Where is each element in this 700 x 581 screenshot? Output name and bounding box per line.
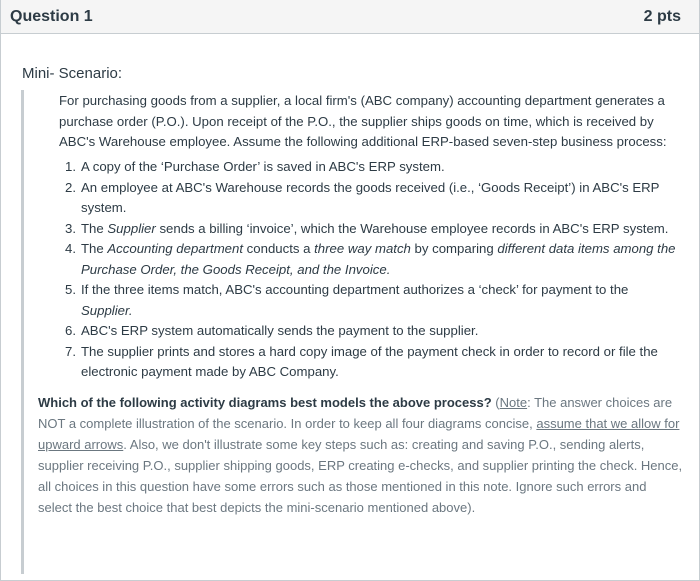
process-steps-list bbox=[59, 157, 679, 383]
step-text bbox=[81, 321, 679, 342]
list-item bbox=[59, 219, 679, 240]
step-text-part: sends a billing ‘invoice’, which the Warehouse employee records in ABC's ERP system. bbox=[155, 220, 669, 236]
scenario-label: Mini- Scenario: bbox=[22, 65, 123, 82]
step-number: 2. bbox=[65, 179, 76, 195]
question-body bbox=[1, 34, 699, 574]
list-item bbox=[59, 280, 679, 321]
step-text-part: The bbox=[81, 241, 108, 256]
list-item bbox=[59, 178, 679, 219]
step-text-part: The supplier prints and stores a hard copy image of the payment check in order to record or file the electronic payment made by ABC Company. bbox=[81, 343, 658, 379]
step-number: 3. bbox=[65, 220, 76, 236]
blockquote-bar bbox=[21, 90, 24, 574]
step-text-part: The bbox=[81, 220, 108, 236]
step-text-part: ABC's ERP system automatically sends the payment to the supplier. bbox=[81, 323, 479, 338]
note-underlined: assume that we allow for upward arrows bbox=[38, 416, 680, 452]
question-prompt bbox=[38, 392, 683, 518]
step-number: 1. bbox=[65, 159, 76, 174]
step-text-part: conducts a bbox=[243, 241, 315, 256]
step-text-part: If the three items match, ABC's accounting department authorizes a ‘check’ for payment to the bbox=[81, 282, 629, 297]
step-text-emphasis: different data items among the Purchase Order, the Goods Receipt, and the Invoice. bbox=[81, 241, 676, 277]
step-text bbox=[81, 280, 679, 321]
step-text bbox=[81, 239, 679, 280]
step-text-part: A copy of the ‘Purchase Order’ is saved in ABC's ERP system. bbox=[81, 159, 445, 174]
step-text-part: by comparing bbox=[410, 241, 498, 256]
step-text-emphasis: Supplier. bbox=[81, 302, 133, 318]
list-item bbox=[59, 321, 679, 342]
question-header bbox=[1, 0, 699, 34]
step-text bbox=[81, 157, 679, 178]
question-title: Question 1 bbox=[10, 7, 93, 25]
step-text-part: An employee at ABC's Warehouse records the goods received (i.e., ‘Goods Receipt’) in ABC's ERP system. bbox=[81, 179, 660, 215]
question-points: 2 pts bbox=[643, 7, 681, 25]
question-prompt-bold: Which of the following activity diagrams best models the above process? bbox=[38, 395, 492, 410]
note-text: . Also, we don't illustrate some key steps such as: creating and saving P.O., sending alerts, supplier receiving P.O., supplier shipping goods, ERP creating e-checks, and supplier printing the check. Hence, all choices in this question have some errors such as those mentioned in this note. Ignore such errors and select the best choice that best depicts the mini-scenario mentioned above). bbox=[38, 437, 683, 515]
step-text-emphasis: three way match bbox=[314, 241, 411, 256]
step-text bbox=[81, 342, 679, 383]
step-number: 4. bbox=[65, 241, 76, 256]
note-word: Note bbox=[499, 395, 528, 410]
question-note bbox=[38, 395, 682, 515]
step-number: 6. bbox=[65, 323, 76, 338]
step-text-emphasis: Supplier bbox=[107, 220, 156, 236]
scenario-intro: For purchasing goods from a supplier, a local firm's (ABC company) accounting department generates a purchase order (P.O.). Upon receipt of the P.O., the supplier ships goods on time, which is received by ABC's Warehouse employee. Assume the following additional ERP-based seven-step business process: bbox=[59, 93, 667, 149]
step-number: 7. bbox=[65, 343, 76, 359]
note-paren: ( bbox=[495, 395, 500, 410]
step-text-emphasis: Accounting department bbox=[107, 241, 244, 256]
step-number: 5. bbox=[65, 282, 76, 297]
step-text bbox=[81, 219, 679, 240]
list-item bbox=[59, 342, 679, 383]
note-text: : The answer choices are NOT a complete illustration of the scenario. In order to keep all four diagrams concise, bbox=[38, 395, 673, 431]
list-item bbox=[59, 239, 679, 280]
step-text bbox=[81, 178, 679, 219]
list-item bbox=[59, 157, 679, 178]
